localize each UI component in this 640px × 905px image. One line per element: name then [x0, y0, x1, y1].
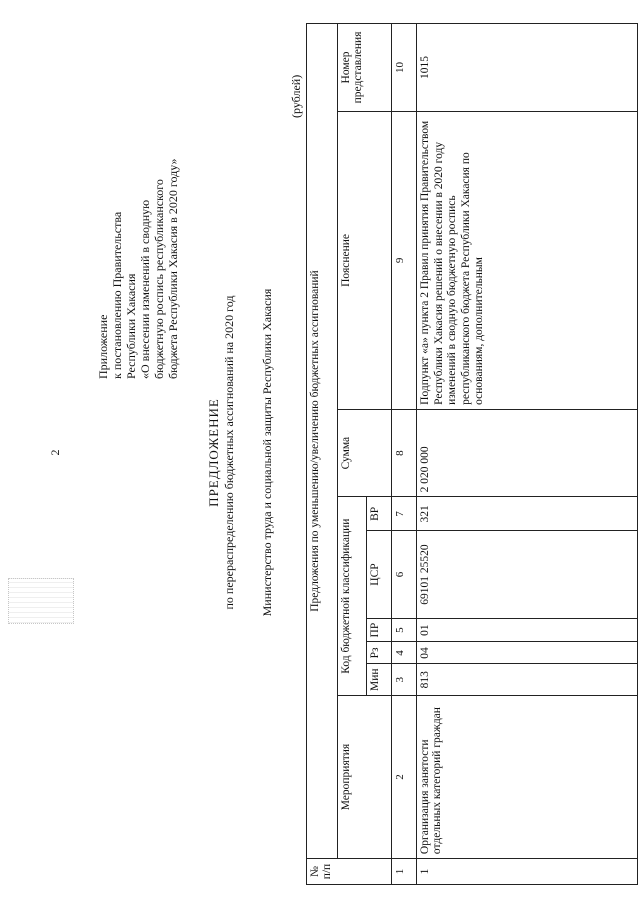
header-pr: ПР [367, 618, 392, 642]
header-measures: Мероприятия [338, 695, 392, 858]
header-submission: Номер представления [338, 24, 392, 112]
row-rz: 04 [417, 642, 638, 664]
row-pr: 01 [417, 618, 638, 642]
row-min: 813 [417, 664, 638, 696]
appendix-line: бюджета Республики Хакасия в 2020 году» [166, 158, 180, 379]
header-min: Мин [367, 664, 392, 696]
column-number: 3 [392, 664, 417, 696]
column-number: 4 [392, 642, 417, 664]
appendix-line: бюджетную роспись республиканского [152, 179, 166, 379]
header-rz: Рз [367, 642, 392, 664]
header-num: № п/п [307, 859, 392, 885]
column-number: 5 [392, 618, 417, 642]
page-number: 2 [48, 449, 62, 456]
currency-unit: (рублей) [289, 74, 303, 118]
header-csr: ЦСР [367, 531, 392, 618]
appendix-line: Республики Хакасия [124, 273, 138, 379]
row-measure: Организация занятости отдельных категорий граждан [417, 695, 638, 858]
appendix-block [96, 49, 180, 379]
document-subtitle: по перераспределению бюджетных ассигнований на 2020 год [222, 295, 236, 610]
ministry-name: Министерство труда и социальной защиты Республики Хакасия [260, 288, 274, 617]
appendix-line: к постановлению Правительства [110, 211, 124, 379]
appendix-line: «О внесении изменений в сводную [138, 199, 152, 379]
column-number: 6 [392, 531, 417, 618]
row-explanation: Подпункт «а» пункта 2 Правил принятия Правительством Республики Хакасия решений о внесении в 2020 году изменений в сводную бюджетную роспись республиканского бюджета Республики Хакасия по основаниям, дополнительным [417, 111, 638, 409]
row-csr: 69101 25520 [417, 531, 638, 618]
header-vr: ВР [367, 497, 392, 531]
header-sum: Сумма [338, 409, 392, 497]
appendix-line: Приложение [96, 314, 110, 379]
column-number: 8 [392, 409, 417, 497]
row-sum: 2 020 000 [417, 409, 638, 497]
column-number: 10 [392, 24, 417, 112]
column-number: 7 [392, 497, 417, 531]
column-number: 9 [392, 111, 417, 409]
header-group: Предложения по уменьшению/увеличению бюджетных ассигнований [307, 24, 338, 859]
column-number: 2 [392, 695, 417, 858]
row-vr: 321 [417, 497, 638, 531]
registration-stamp [8, 578, 74, 624]
column-number: 1 [392, 859, 417, 885]
document-title: ПРЕДЛОЖЕНИЕ [206, 398, 221, 507]
row-num: 1 [417, 859, 638, 885]
budget-table [306, 23, 638, 885]
header-code: Код бюджетной классификации [338, 497, 367, 696]
header-explanation: Пояснение [338, 111, 392, 409]
table-row [417, 24, 638, 885]
row-submission: 1015 [417, 24, 638, 112]
